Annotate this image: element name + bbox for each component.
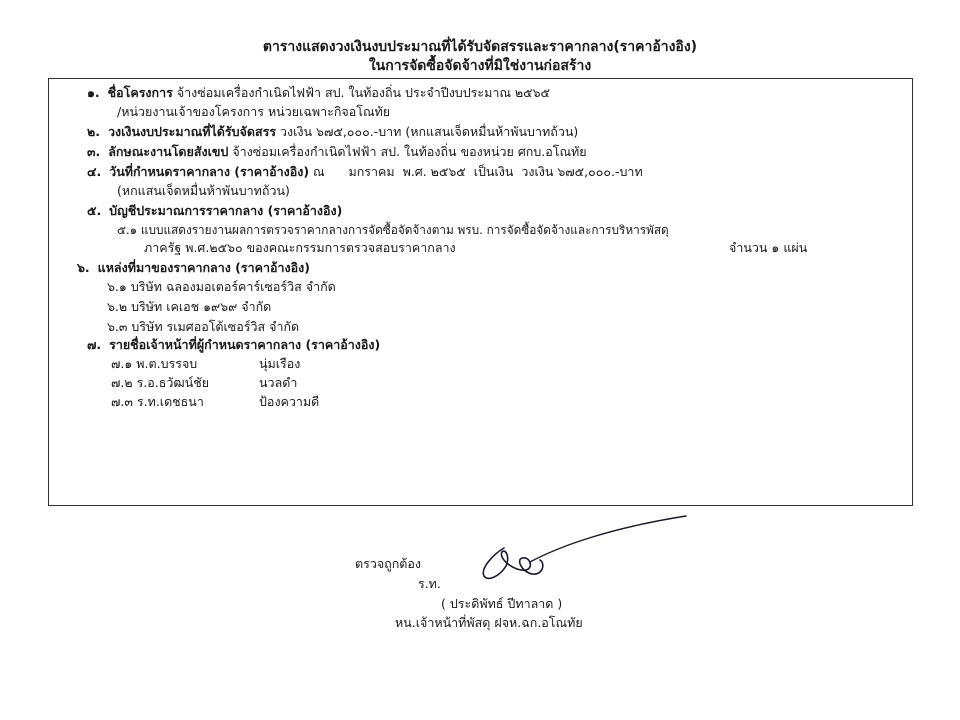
item-7-3-name: ๗.๓ ร.ท.เดชธนา [111,394,204,409]
item-2-label: วงเงินงบประมาณที่ได้รับจัดสรร [107,124,277,139]
item-7 [87,337,380,353]
item-3 [87,144,587,160]
item-4-label: วันที่กำหนดราคากลาง (ราคาอ้างอิง) [109,164,310,179]
item-5-1-continuation: ภาครัฐ พ.ศ.๒๕๖๐ ของคณะกรรมการตรวจสอบราคากลาง [144,240,456,255]
item-7-1-surname: นุ่มเรือง [259,356,301,371]
item-1-label: ชื่อโครงการ [107,85,173,100]
item-6-3: ๖.๓ บริษัท รเมศออโต้เซอร์วิส จำกัด [107,319,300,334]
item-4 [87,164,643,180]
item-1-number: ๑. [87,85,100,100]
item-7-2-name: ๗.๒ ร.อ.ธวัฒน์ชัย [111,375,210,390]
item-5 [87,203,342,219]
item-5-number: ๕. [87,203,102,218]
item-4-text: ณ มกราคม พ.ศ. ๒๕๖๕ เป็นเงิน วงเงิน ๖๗๕,๐๐๐.-บาท [313,164,643,179]
document-subtitle: ในการจัดซื้อจัดจ้างที่มิใช่งานก่อสร้าง [368,58,592,74]
item-4-number: ๔. [87,164,102,179]
item-6-label: แหล่งที่มาของราคากลาง (ราคาอ้างอิง) [97,260,310,275]
item-3-number: ๓. [87,144,101,159]
content-frame [48,78,913,506]
item-2-number: ๒. [87,124,100,139]
item-7-3-surname: ป้องความดี [259,394,320,409]
item-6 [77,260,310,276]
item-7-1-name: ๗.๑ พ.ต.บรรจบ [111,356,198,371]
item-6-1: ๖.๑ บริษัท ฉลองมอเตอร์คาร์เซอร์วิส จำกัด [107,279,336,294]
item-7-number: ๗. [87,337,102,352]
item-6-2: ๖.๒ บริษัท เคเอช ๑๙๖๙ จำกัด [107,299,272,314]
handwritten-signature-icon [470,510,690,590]
item-3-text: จ้างซ่อมเครื่องกำเนิดไฟฟ้า สป. ในท้องถิ่น ของหน่วย ศกบ.อโณทัย [232,144,587,159]
item-4-continuation: (หกแสนเจ็ดหมื่นห้าพันบาทถ้วน) [117,183,290,198]
item-5-label: บัญชีประมาณการราคากลาง (ราคาอ้างอิง) [109,203,343,218]
signer-name: ( ประดิพัทธ์ ปีทาลาด ) [441,596,563,611]
item-3-label: ลักษณะงานโดยสังเขป [108,144,229,159]
item-5-1-page-count: จำนวน ๑ แผ่น [729,240,808,255]
item-5-1: ๕.๑ แบบแสดงรายงานผลการตรวจราคากลางการจัดซื้อจัดจ้างตาม พรบ. การจัดซื้อจัดจ้างและการบริหารพัสดุ [117,223,669,237]
item-1-continuation: /หน่วยงานเจ้าของโครงการ หน่วยเฉพาะกิจอโณทัย [117,104,391,119]
item-6-number: ๖. [77,260,90,275]
verified-label: ตรวจถูกต้อง [355,556,422,571]
item-1 [87,85,550,101]
item-2-text: วงเงิน ๖๗๕,๐๐๐.-บาท (หกแสนเจ็ดหมื่นห้าพันบาทถ้วน) [280,124,579,139]
signer-rank: ร.ท. [418,576,441,591]
item-7-2-surname: นวลดำ [259,375,298,390]
signer-position: หน.เจ้าหน้าที่พัสดุ ฝจห.ฉก.อโณทัย [395,615,583,630]
document-title: ตารางแสดงวงเงินงบประมาณที่ได้รับจัดสรรและราคากลาง(ราคาอ้างอิง) [262,39,698,55]
item-7-label: รายชื่อเจ้าหน้าที่ผู้กำหนดราคากลาง (ราคาอ้างอิง) [109,337,381,352]
item-2 [87,124,578,140]
item-1-text: จ้างซ่อมเครื่องกำเนิดไฟฟ้า สป. ในท้องถิ่น ประจำปีงบประมาณ ๒๕๖๕ [176,85,551,100]
